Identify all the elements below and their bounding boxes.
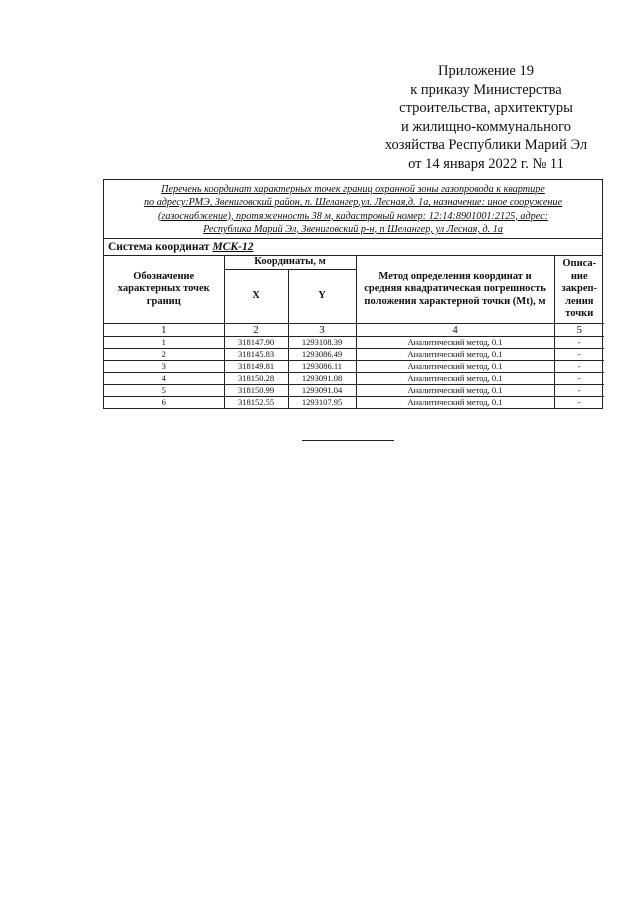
- caption-line: Перечень координат характерных точек границ охранной зоны газопровода к квартире: [161, 184, 545, 195]
- header-method: Метод определения координат и средняя квадратическая погрешность положения характерной точки (Mt), м: [356, 256, 554, 323]
- caption-line: по адресу:РМЭ, Звениговский район, п. Шелангер,ул. Лесная,д. 1а, назначение: иное сооружение: [143, 197, 563, 209]
- coord-x: 318150.28: [224, 372, 288, 384]
- header-x: X: [224, 269, 288, 323]
- appendix-line: Приложение 19: [438, 63, 534, 79]
- caption-line: Республика Марий Эл, Звениговский р-н, п Шелангер, ул Лесная, д. 1а: [203, 223, 503, 235]
- table-row: [104, 360, 604, 372]
- column-number: 1: [104, 323, 224, 336]
- method-cell: Аналитический метод, 0.1: [356, 348, 554, 360]
- description-cell: -: [554, 360, 604, 372]
- coord-y: 1293086.11: [288, 360, 356, 372]
- caption-line: (газоснабжение), протяженность 38 м, кадастровый номер: 12:14:8901001:2125, адрес:: [157, 210, 549, 222]
- appendix-line: от 14 января 2022 г. № 11: [408, 155, 564, 172]
- coord-y: 1293108.39: [288, 336, 356, 348]
- coord-x: 318150.99: [224, 384, 288, 396]
- method-cell: Аналитический метод, 0.1: [356, 336, 554, 348]
- point-number: 3: [104, 360, 224, 372]
- point-number: 6: [104, 396, 224, 408]
- header-description: Описа-ние закреп-ления точки: [554, 256, 604, 323]
- point-number: 5: [104, 384, 224, 396]
- coord-y: 1293091.08: [288, 372, 356, 384]
- table-caption: [104, 180, 602, 239]
- header-coordinates: Координаты, м: [224, 256, 356, 269]
- appendix-header: [352, 62, 620, 173]
- coord-x: 318147.90: [224, 336, 288, 348]
- column-number: 2: [224, 323, 288, 336]
- coord-x: 318145.83: [224, 348, 288, 360]
- point-number: 4: [104, 372, 224, 384]
- end-divider: [302, 440, 394, 441]
- coordinate-system-name: МСК-12: [212, 241, 254, 254]
- method-cell: Аналитический метод, 0.1: [356, 360, 554, 372]
- description-cell: -: [554, 384, 604, 396]
- table-row: [104, 396, 604, 408]
- point-number: 1: [104, 336, 224, 348]
- table-row: [104, 348, 604, 360]
- column-number: 5: [554, 323, 604, 336]
- table-row: [104, 372, 604, 384]
- description-cell: -: [554, 348, 604, 360]
- method-cell: Аналитический метод, 0.1: [356, 372, 554, 384]
- point-number: 2: [104, 348, 224, 360]
- header-y: Y: [288, 269, 356, 323]
- header-point: Обозначение характерных точек границ: [104, 256, 224, 323]
- column-numbers-row: [104, 323, 604, 336]
- description-cell: -: [554, 372, 604, 384]
- coordinate-system: [104, 239, 602, 256]
- table-row: [104, 384, 604, 396]
- appendix-line: и жилищно-коммунального: [400, 118, 572, 135]
- coord-x: 318152.55: [224, 396, 288, 408]
- table-row: [104, 336, 604, 348]
- column-number: 3: [288, 323, 356, 336]
- method-cell: Аналитический метод, 0.1: [356, 384, 554, 396]
- coordinates-table: [104, 256, 604, 408]
- appendix-line: к приказу Министерства: [410, 81, 562, 98]
- appendix-line: строительства, архитектуры: [399, 100, 573, 116]
- description-cell: -: [554, 396, 604, 408]
- coordinate-system-label: Система координат: [108, 241, 210, 254]
- coord-x: 318149.81: [224, 360, 288, 372]
- coord-y: 1293086.49: [288, 348, 356, 360]
- coord-y: 1293091.04: [288, 384, 356, 396]
- column-number: 4: [356, 323, 554, 336]
- description-cell: -: [554, 336, 604, 348]
- method-cell: Аналитический метод, 0.1: [356, 396, 554, 408]
- coordinates-frame: [103, 179, 603, 409]
- appendix-line: хозяйства Республики Марий Эл: [384, 137, 588, 153]
- coord-y: 1293107.95: [288, 396, 356, 408]
